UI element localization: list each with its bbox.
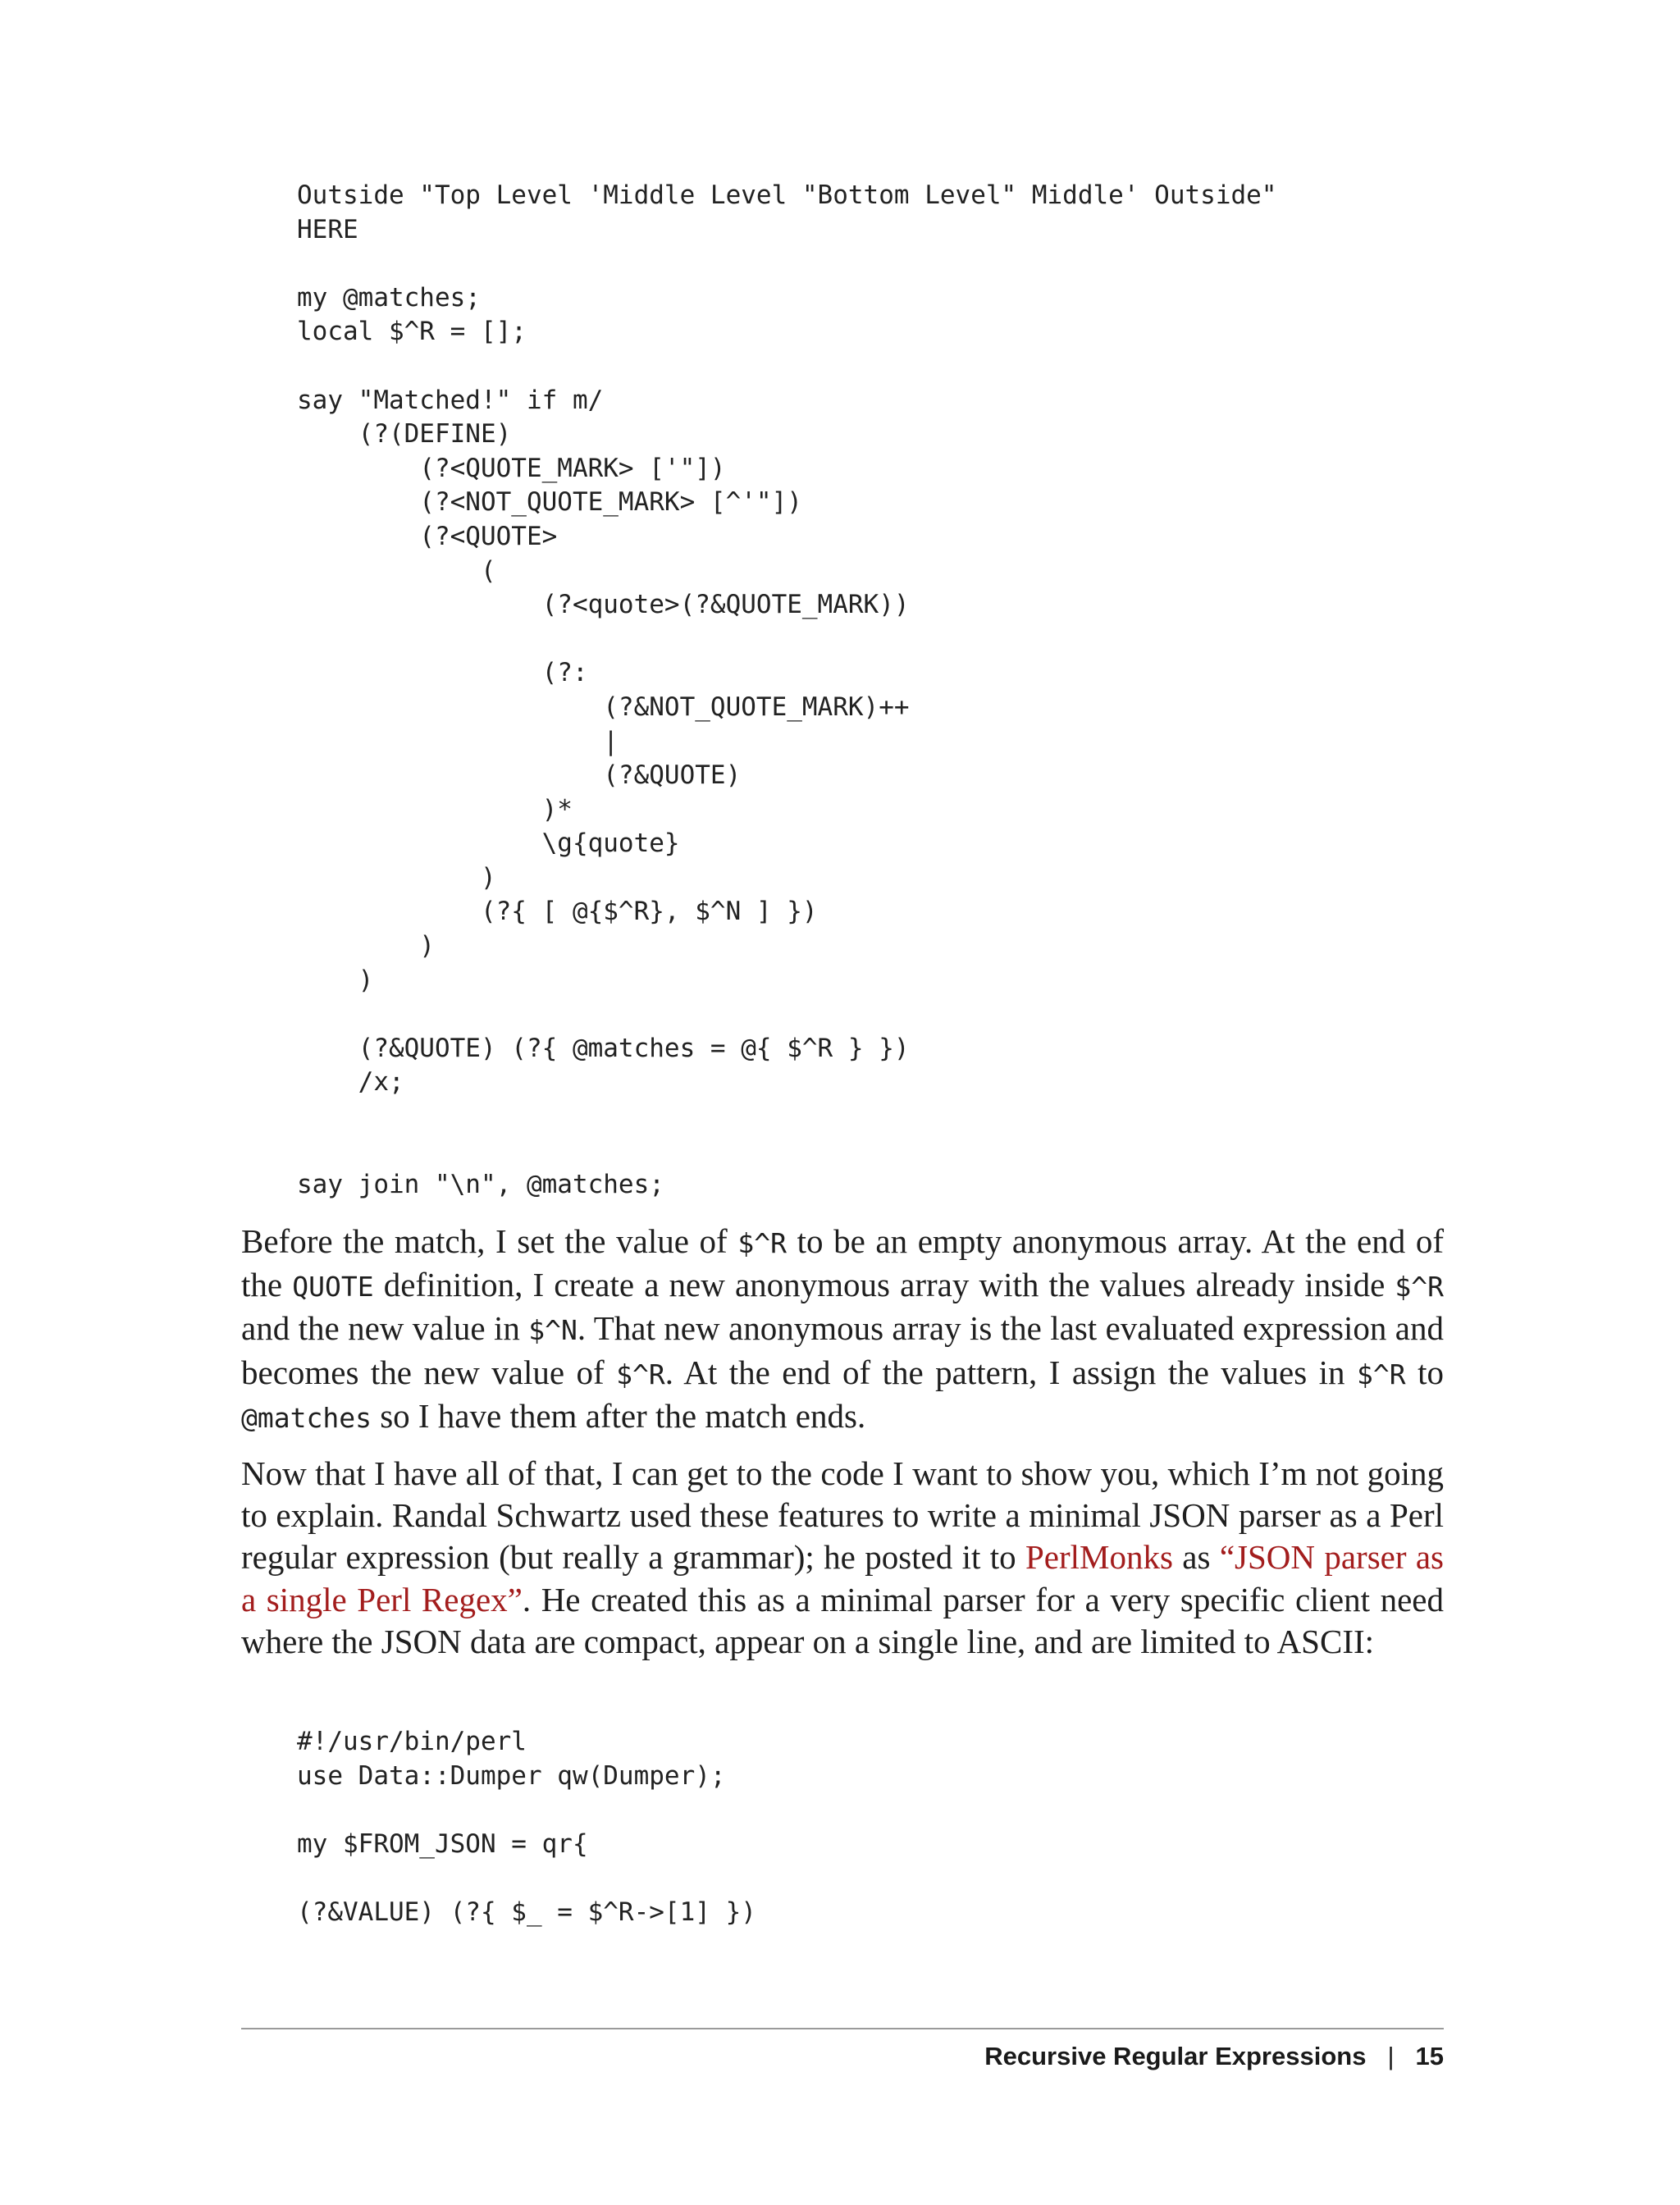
inline-code: $^R	[1357, 1358, 1406, 1390]
inline-code: $^R	[1395, 1271, 1444, 1303]
paragraph-text: so I have them after the match ends.	[371, 1396, 866, 1435]
chapter-title: Recursive Regular Expressions	[984, 2042, 1367, 2070]
paragraph-text: to be an empty anonymous array. At the end of the	[241, 1222, 1445, 1304]
paragraph-text: to	[1405, 1353, 1444, 1391]
inline-code: $^R	[616, 1358, 665, 1390]
paragraph-text: Now that I have all of that, I can get to the code I want to show you, which I’m not going to explain. Randal Schwartz used these features to write a minimal JSON parser as a Perl regular expression (but really a grammar); he posted it to	[241, 1454, 1444, 1577]
paragraph-text: as	[1172, 1538, 1220, 1577]
json-parser-regex-link[interactable]: “JSON parser as a single Perl Regex”	[241, 1538, 1444, 1618]
inline-code: @matches	[241, 1401, 372, 1434]
page-number: 15	[1415, 2042, 1444, 2070]
explanation-paragraph	[241, 1221, 1444, 1439]
perlmonks-link[interactable]: PerlMonks	[1025, 1538, 1173, 1577]
paragraph-text: . At the end of the pattern, I assign the values in	[664, 1353, 1357, 1391]
inline-code: $^R	[737, 1227, 787, 1259]
paragraph-text: definition, I create a new anonymous array with the values already inside	[373, 1266, 1395, 1304]
paragraph-text: Before the match, I set the value of	[241, 1222, 738, 1260]
page-footer	[984, 2040, 1444, 2073]
code-block-json-parser: #!/usr/bin/perl use Data::Dumper qw(Dumper); my $FROM_JSON = qr{ (?&VALUE) (?{ $_ = $^R->[1] })	[297, 1727, 756, 1927]
paragraph-text: . That new anonymous array is the last evaluated expression and becomes the new value of	[241, 1309, 1444, 1391]
footer-separator: |	[1387, 2042, 1395, 2070]
footer-divider	[241, 2028, 1444, 2029]
inline-code: $^N	[528, 1314, 578, 1347]
paragraph-text: and the new value in	[241, 1309, 529, 1348]
code-block-perl-quote-parser: Outside "Top Level 'Middle Level "Bottom Level" Middle' Outside" HERE my @matches; local $^R = []; say "Matched!" if m/ (?(DEFINE) (?<QUOTE_MARK> ['"]) (?<NOT_QUOTE_MARK> [^'"]) (?<QUOTE> ( (?<quote>(?&QUOTE_MARK)) (?: (?&NOT_QUOTE_MARK)++ | (?&QUOTE) )* \g{quote} ) (?{ [ @{$^R}, $^N ] }) ) ) (?&QUOTE) (?{ @matches = @{ $^R } }) /x; say join "\n", @matches;	[297, 180, 1277, 1200]
paragraph-text: . He created this as a minimal parser for a very specific client need where the JSON data are compact, appear on a single line, and are limited to ASCII:	[241, 1580, 1444, 1660]
inline-code: QUOTE	[292, 1271, 374, 1303]
json-parser-intro-paragraph	[241, 1453, 1444, 1663]
